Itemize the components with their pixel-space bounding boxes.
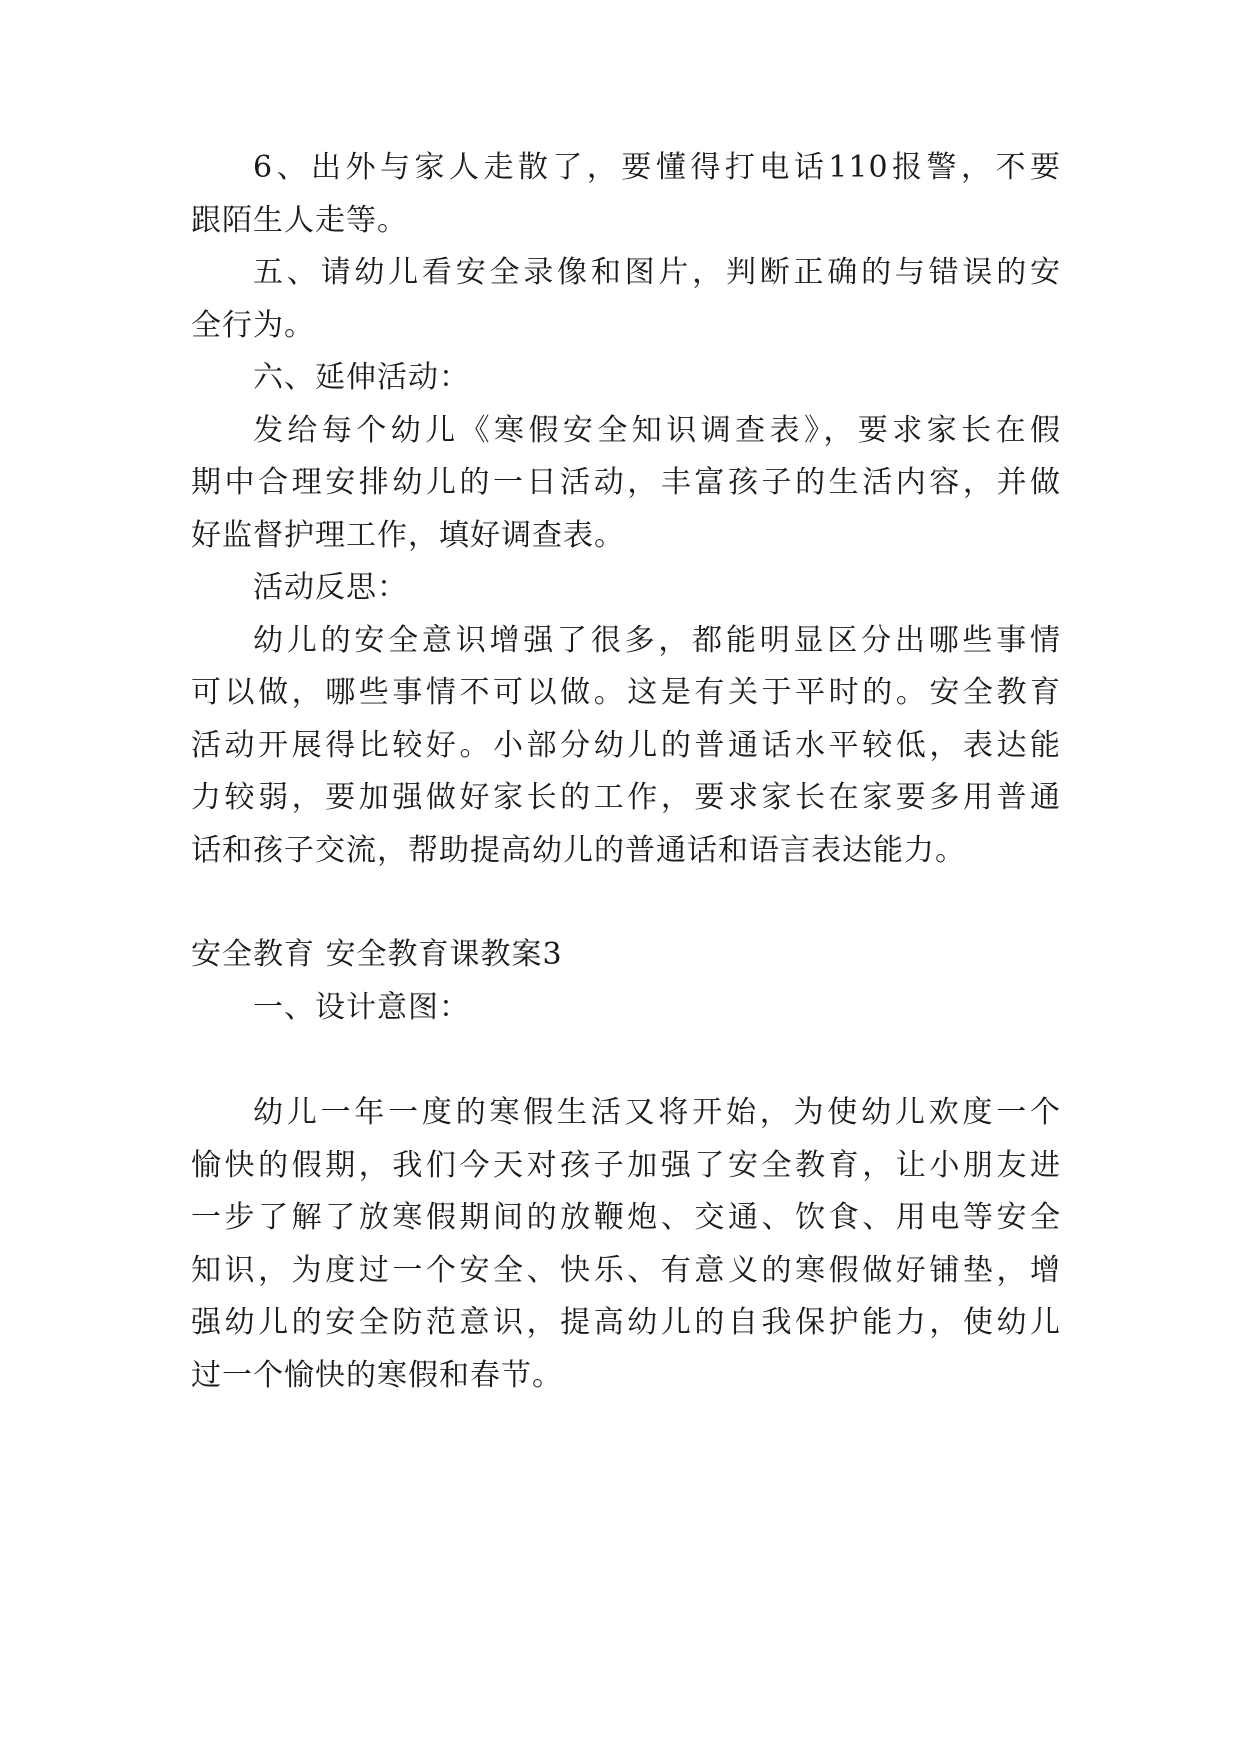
paragraph-line: 愉快的假期，我们今天对孩子加强了安全教育，让小朋友进 [191,1148,1061,1183]
paragraph-line: 好监督护理工作，填好调查表。 [191,518,625,553]
paragraph-line: 6、出外与家人走散了，要懂得打电话110报警，不要 [253,150,1061,185]
paragraph-line: 五、请幼儿看安全录像和图片，判断正确的与错误的安 [253,255,1061,290]
paragraph-line: 力较弱，要加强做好家长的工作，要求家长在家要多用普通 [191,780,1061,815]
paragraph-line: 强幼儿的安全防范意识，提高幼儿的自我保护能力，使幼儿 [191,1305,1061,1340]
section-heading: 一、设计意图： [253,990,470,1025]
section-heading: 活动反思： [253,570,408,605]
paragraph-line: 幼儿一年一度的寒假生活又将开始，为使幼儿欢度一个 [253,1095,1061,1130]
paragraph-line: 活动开展得比较好。小部分幼儿的普通话水平较低，表达能 [191,728,1061,763]
section-heading: 六、延伸活动： [253,360,470,395]
document-title: 安全教育 安全教育课教案3 [191,937,563,972]
paragraph-line: 一步了解了放寒假期间的放鞭炮、交通、饮食、用电等安全 [191,1200,1061,1235]
paragraph-line: 全行为。 [191,308,315,343]
paragraph-line: 幼儿的安全意识增强了很多，都能明显区分出哪些事情 [253,623,1061,658]
paragraph-line: 可以做，哪些事情不可以做。这是有关于平时的。安全教育 [191,675,1061,710]
paragraph-line: 知识，为度过一个安全、快乐、有意义的寒假做好铺垫，增 [191,1253,1061,1288]
paragraph-line: 期中合理安排幼儿的一日活动，丰富孩子的生活内容，并做 [191,465,1061,500]
paragraph-line: 过一个愉快的寒假和春节。 [191,1358,563,1393]
paragraph-line: 话和孩子交流，帮助提高幼儿的普通话和语言表达能力。 [191,833,966,868]
paragraph-line: 发给每个幼儿《寒假安全知识调查表》，要求家长在假 [253,413,1061,448]
paragraph-line: 跟陌生人走等。 [191,203,408,238]
